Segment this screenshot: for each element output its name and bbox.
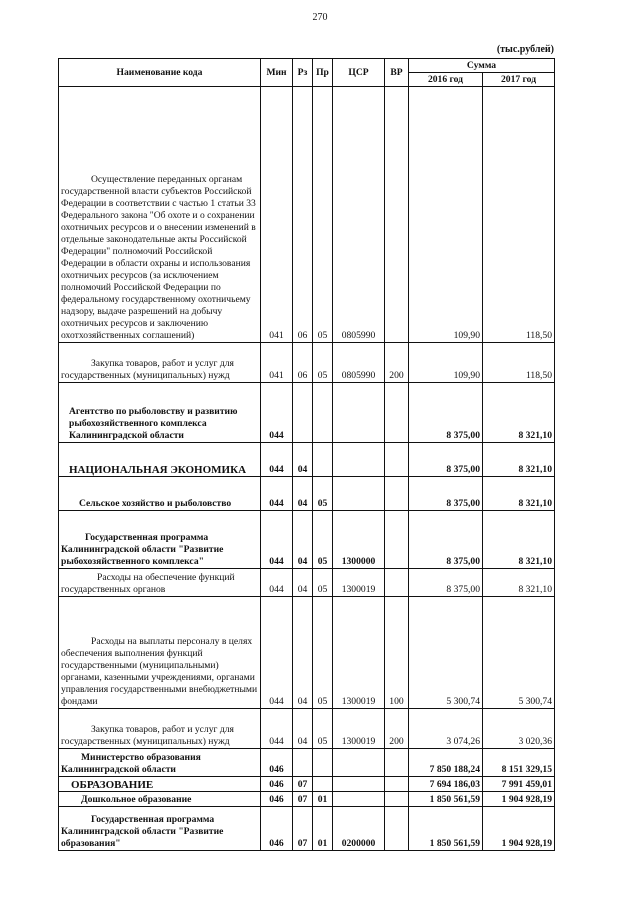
row-rz: 04 [293,569,313,597]
row-name [59,749,261,777]
row-name [59,792,261,807]
row-vr [385,87,409,343]
row-name-text: Расходы на обеспечение функций государственных органов [61,572,235,595]
table-row [59,443,555,477]
row-2016: 109,90 [409,87,483,343]
row-pr: 05 [313,709,333,749]
row-2017: 118,50 [483,343,555,383]
header-pr: Пр [313,59,333,87]
row-vr [385,511,409,569]
row-2017: 1 904 928,19 [483,792,555,807]
row-name-text: Расходы на выплаты персоналу в целях обеспечения выполнения функций государственными (муниципальными) органами, казенными учреждениями, органами управления государственными внебюджетными фондами [61,636,258,707]
row-2016: 7 694 186,03 [409,777,483,792]
row-vr [385,777,409,792]
row-csr: 1300000 [333,511,385,569]
row-csr [333,749,385,777]
row-name [59,343,261,383]
row-rz: 06 [293,87,313,343]
row-2016: 7 850 188,24 [409,749,483,777]
table-row [59,569,555,597]
row-csr [333,383,385,443]
row-csr: 0805990 [333,343,385,383]
row-vr [385,749,409,777]
row-csr [333,443,385,477]
row-2016: 5 300,74 [409,597,483,709]
row-rz: 04 [293,597,313,709]
row-vr: 200 [385,709,409,749]
row-pr: 05 [313,343,333,383]
row-min: 044 [261,443,293,477]
table-row [59,477,555,511]
row-vr [385,443,409,477]
row-2017: 118,50 [483,87,555,343]
row-vr [385,792,409,807]
row-rz: 07 [293,777,313,792]
row-pr [313,749,333,777]
row-name [59,87,261,343]
table-row [59,807,555,851]
row-rz: 04 [293,477,313,511]
row-name-text: Агентство по рыболовству и развитию рыбохозяйственного комплекса Калининградской области [69,406,238,441]
row-csr: 1300019 [333,597,385,709]
row-2017: 8 321,10 [483,477,555,511]
row-pr: 05 [313,511,333,569]
header-rz: Рз [293,59,313,87]
row-name [59,709,261,749]
row-rz: 04 [293,443,313,477]
row-2017: 8 321,10 [483,511,555,569]
table-row [59,777,555,792]
page-number: 270 [312,12,328,23]
row-csr [333,792,385,807]
row-min: 041 [261,343,293,383]
row-rz: 04 [293,511,313,569]
row-pr: 01 [313,792,333,807]
row-pr: 05 [313,569,333,597]
header-sum: Сумма [409,59,555,73]
row-name [59,807,261,851]
row-2017: 1 904 928,19 [483,807,555,851]
row-csr: 0200000 [333,807,385,851]
row-csr: 1300019 [333,569,385,597]
row-rz: 07 [293,807,313,851]
row-name-text: Дошкольное образование [81,794,192,805]
row-name [59,477,261,511]
row-csr [333,477,385,511]
row-rz: 07 [293,792,313,807]
row-pr: 05 [313,597,333,709]
row-name [59,777,261,792]
row-pr [313,777,333,792]
row-2016: 8 375,00 [409,569,483,597]
row-2017: 8 151 329,15 [483,749,555,777]
row-pr: 01 [313,807,333,851]
table-row [59,87,555,343]
budget-table [58,58,555,851]
row-pr [313,383,333,443]
row-min: 041 [261,87,293,343]
row-rz: 04 [293,709,313,749]
row-2016: 8 375,00 [409,477,483,511]
row-rz [293,749,313,777]
row-name-text: Сельское хозяйство и рыболовство [79,498,232,509]
row-name-text: Государственная программа Калининградской области "Развитие рыбохозяйственного комплекса" [61,532,224,567]
row-pr: 05 [313,87,333,343]
row-pr: 05 [313,477,333,511]
row-name-text: Министерство образования Калининградской области [61,752,201,775]
row-2017: 3 020,36 [483,709,555,749]
row-2017: 8 321,10 [483,383,555,443]
row-min: 046 [261,749,293,777]
row-vr [385,477,409,511]
row-name-text: Государственная программа Калининградской области "Развитие образования" [61,814,224,849]
row-2016: 1 850 561,59 [409,792,483,807]
row-vr: 200 [385,343,409,383]
table-row [59,511,555,569]
row-min: 044 [261,477,293,511]
table-row [59,597,555,709]
header-2016: 2016 год [409,73,483,87]
header-min: Мин [261,59,293,87]
row-2017: 5 300,74 [483,597,555,709]
row-name [59,511,261,569]
row-2016: 1 850 561,59 [409,807,483,851]
row-name [59,569,261,597]
row-csr: 1300019 [333,709,385,749]
row-rz [293,383,313,443]
row-min: 044 [261,597,293,709]
header-name: Наименование кода [59,59,261,87]
row-min: 046 [261,777,293,792]
row-2017: 8 321,10 [483,443,555,477]
row-csr: 0805990 [333,87,385,343]
row-pr [313,443,333,477]
row-name [59,597,261,709]
units-label: (тыс.рублей) [496,44,554,55]
row-csr [333,777,385,792]
row-name-text: НАЦИОНАЛЬНАЯ ЭКОНОМИКА [69,464,247,476]
header-vr: ВР [385,59,409,87]
table-row [59,343,555,383]
row-2016: 8 375,00 [409,511,483,569]
row-name-text: Осуществление переданных органам государственной власти субъектов Российской Федерации в соответствии с частью 1 статьи 33 Федерального закона "Об охоте и о сохранении охотничьих ресурсов и о внесении изменений в отдельные законодательные акты Российской Федерации" полномочий Российской Федерации в области охраны и использования охотничьих ресурсов (за исключением полномочий Российской Федерации по федеральному государственному охотничьему надзору, выдаче разрешений на добычу охотничьих ресурсов и заключению охотхозяйственных соглашений) [61,174,256,341]
row-min: 044 [261,569,293,597]
row-min: 046 [261,792,293,807]
table-row [59,383,555,443]
table-row [59,709,555,749]
row-name-text: Закупка товаров, работ и услуг для государственных (муниципальных) нужд [61,358,234,381]
row-min: 044 [261,511,293,569]
row-vr [385,383,409,443]
table-row [59,792,555,807]
row-min: 046 [261,807,293,851]
row-2016: 109,90 [409,343,483,383]
row-2016: 3 074,26 [409,709,483,749]
row-2016: 8 375,00 [409,383,483,443]
row-name-text: Закупка товаров, работ и услуг для государственных (муниципальных) нужд [61,724,234,747]
row-2016: 8 375,00 [409,443,483,477]
row-2017: 8 321,10 [483,569,555,597]
row-name [59,443,261,477]
row-min: 044 [261,709,293,749]
row-vr: 100 [385,597,409,709]
row-name-text: ОБРАЗОВАНИЕ [71,779,154,791]
row-rz: 06 [293,343,313,383]
header-2017: 2017 год [483,73,555,87]
table-row [59,749,555,777]
row-vr [385,807,409,851]
row-vr [385,569,409,597]
row-name [59,383,261,443]
row-2017: 7 991 459,01 [483,777,555,792]
header-csr: ЦСР [333,59,385,87]
row-min: 044 [261,383,293,443]
